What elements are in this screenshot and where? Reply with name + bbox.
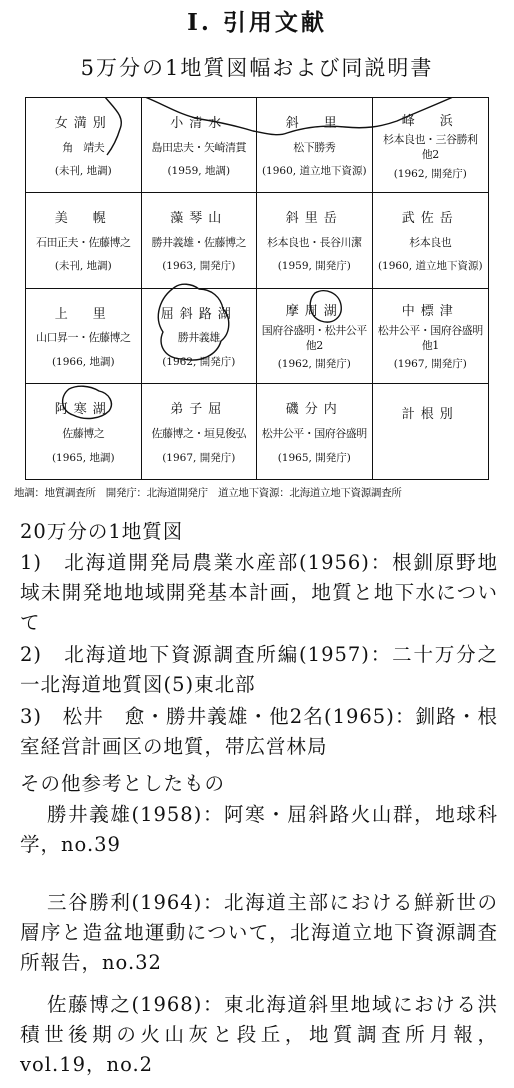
sheet-note: (1965, 開発庁): [277, 451, 351, 464]
sheet-note: (1959, 開発庁): [277, 260, 351, 273]
section-heading-other: その他参考としたもの: [20, 772, 226, 795]
sheet-author: 石田正夫・佐藤博之: [36, 235, 131, 249]
sheet-name: 阿寒湖: [54, 402, 112, 418]
reference-item: 3) 松井 愈・勝井義雄・他2名(1965)：釧路・根室経営計画区の地質，帯広営林局: [20, 705, 498, 758]
grid-cell: [373, 289, 489, 384]
grid-cell: [257, 384, 373, 479]
sheet-note: (1965, 地調): [51, 451, 115, 464]
sheet-author: 佐藤博之・垣見俊弘: [151, 426, 246, 440]
grid-cell: [373, 193, 489, 288]
grid-cell: [257, 193, 373, 288]
sheet-name: 上 里: [54, 306, 112, 322]
sheet-author: 勝井義雄: [177, 331, 220, 345]
sheet-name: 美 幌: [54, 211, 112, 227]
section-heading-20man: 20万分の1地質図: [20, 520, 184, 543]
grid-cell: [26, 384, 142, 479]
grid-cell: [257, 98, 373, 193]
sheet-name: 屈斜路湖: [160, 306, 237, 322]
sheet-author: 山口昇一・佐藤博之: [36, 331, 131, 345]
sheet-author: 島田忠夫・矢崎清貫: [151, 140, 246, 154]
sheet-name: 峰 浜: [401, 113, 459, 129]
sheet-note: (1967, 開発庁): [393, 358, 467, 371]
sheet-name: 藻琴山: [170, 211, 228, 227]
sheet-author: 杉本良也: [409, 235, 452, 249]
sheet-note: (1960, 道立地下資源): [377, 260, 483, 273]
sheet-note: (1962, 開発庁): [393, 167, 467, 180]
grid-cell: [257, 289, 373, 384]
sheet-note: (1962, 開発庁): [162, 355, 236, 368]
sheet-name: 摩周湖: [285, 304, 343, 320]
grid-cell: [142, 289, 258, 384]
sheet-name: 武佐岳: [401, 211, 459, 227]
sheet-author: 杉本良也・長谷川潔: [267, 235, 362, 249]
grid-cell: [373, 98, 489, 193]
reference-item: 2) 北海道地下資源調査所編(1957)：二十万分之一北海道地質図(5)東北部: [20, 643, 498, 696]
sheet-author: 杉本良也・三谷勝利 他2: [383, 133, 478, 162]
reference-item: 1) 北海道開発局農業水産部(1956)：根釧原野地域未開発地地域開発基本計画，地質と地下水について: [20, 551, 498, 634]
reference-item: 勝井義雄(1958)：阿寒・屈斜路火山群，地球科学，no.39: [20, 803, 498, 856]
page-title: I. 引用文献: [187, 9, 327, 36]
sheet-name: 斜里岳: [285, 211, 343, 227]
sheet-author: 松井公平・国府谷盛明: [261, 426, 367, 440]
sheet-name: 小清水: [170, 116, 228, 132]
sheet-author: 角 靖夫: [62, 140, 105, 154]
grid-cell: [142, 384, 258, 479]
sheet-author: 国府谷盛明・松井公平 他2: [261, 323, 367, 352]
sheet-note: (1966, 地調): [51, 355, 115, 368]
sheet-name: 弟子屈: [170, 402, 228, 418]
sheet-note: (未刊, 地調): [54, 260, 112, 273]
sheet-note: (未刊, 地調): [54, 165, 112, 178]
sheet-note: (1960, 道立地下資源): [261, 165, 367, 178]
sheet-note: (1959, 地調): [167, 165, 231, 178]
reference-item: 佐藤博之(1968)：東北海道斜里地域における洪積世後期の火山灰と段丘，地質調査所月報，vol.19，no.2: [20, 993, 498, 1076]
reference-item: 三谷勝利(1964)：北海道主部における鮮新世の層序と造盆地運動について，北海道立地下資源調査所報告，no.32: [20, 891, 498, 974]
grid-cell: [142, 193, 258, 288]
page-subtitle: 5万分の1地質図幅および同説明書: [80, 56, 434, 80]
sheet-name: 女満別: [54, 116, 112, 132]
sheet-name: 中標津: [401, 304, 459, 320]
sheet-name: 磯分内: [285, 402, 343, 418]
sheet-author: 勝井義雄・佐藤博之: [151, 235, 246, 249]
grid-cell: [26, 98, 142, 193]
sheet-author: 松井公平・国府谷盛明 他1: [377, 323, 483, 352]
grid-cell: [26, 193, 142, 288]
sheet-name: 計根別: [401, 407, 459, 423]
sheet-note: (1963, 開発庁): [162, 260, 236, 273]
sheet-author: 佐藤博之: [62, 426, 105, 440]
sheet-note: (1962, 開発庁): [277, 358, 351, 371]
sheet-name: 斜 里: [285, 116, 343, 132]
grid-cell: [26, 289, 142, 384]
map-index-grid: [25, 97, 489, 480]
grid-cell: [142, 98, 258, 193]
sheet-author: 松下勝秀: [293, 140, 336, 154]
grid-cell: [373, 384, 489, 479]
legend-abbreviations: 地調：地質調査所 開発庁：北海道開発庁 道立地下資源：北海道立地下資源調査所: [14, 487, 402, 499]
sheet-note: (1967, 開発庁): [162, 451, 236, 464]
